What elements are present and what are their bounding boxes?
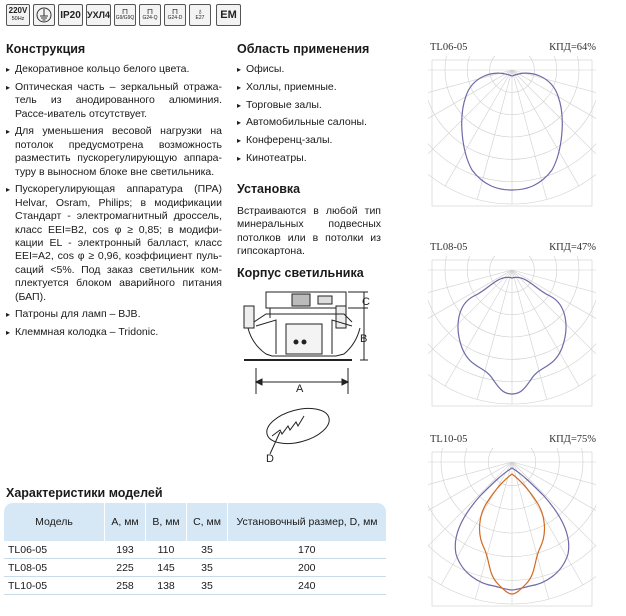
- polar-diagram-tl10: [428, 434, 596, 612]
- polar-grid-spoke: [445, 70, 512, 186]
- polar-diagram-tl08: [428, 242, 596, 410]
- table-row: [4, 541, 386, 559]
- construction-heading: Конструкция: [6, 42, 86, 56]
- polar-efficiency-label: КПД=64%: [549, 42, 596, 53]
- polar-grid-spoke: [512, 462, 583, 585]
- housing-drawing: [236, 284, 386, 464]
- polar-chart: [428, 256, 596, 410]
- table-header-row: [4, 503, 386, 541]
- table-cell: 138: [146, 577, 187, 595]
- table-cell: 258: [105, 577, 146, 595]
- table-row: [4, 559, 386, 577]
- lamp-g24q-icon: [139, 4, 161, 26]
- table-cell: TL10-05: [4, 577, 105, 595]
- lamp-e27-label: E27: [195, 15, 205, 21]
- table-cell: 170: [228, 541, 387, 559]
- column-header: C, мм: [187, 503, 228, 541]
- polar-grid-spoke: [512, 462, 596, 533]
- emergency-badge: [216, 4, 241, 26]
- application-heading: Область применения: [237, 42, 370, 56]
- ip-rating-label: IP20: [60, 9, 81, 21]
- lamp-g9-icon: [114, 4, 136, 26]
- list-item: ▸ Кинотеатры.: [237, 152, 387, 165]
- polar-grid-spoke: [428, 462, 512, 533]
- polar-grid-spoke: [512, 70, 596, 137]
- polar-model-label: TL06-05: [430, 42, 468, 53]
- dimension-c-label: C: [362, 296, 370, 308]
- installation-heading: Установка: [237, 182, 301, 196]
- application-list: [237, 63, 387, 170]
- table-cell: 225: [105, 559, 146, 577]
- list-item: ▸ Офисы.: [237, 63, 387, 76]
- polar-diagram-tl06: [428, 42, 596, 210]
- polar-grid-spoke: [445, 270, 512, 386]
- list-item: ▸ Декоративное кольцо белого цвета.: [6, 63, 222, 76]
- table-cell: 110: [146, 541, 187, 559]
- lamp-g24q-label: G24-Q: [142, 15, 158, 21]
- polar-grid-spoke: [441, 462, 512, 585]
- climate-badge: [86, 4, 111, 26]
- frequency-label: 50Hz: [11, 16, 25, 22]
- list-item: ▸ Конференц-залы.: [237, 134, 387, 147]
- lamp-shape: ⊓: [146, 7, 154, 16]
- dimension-b-label: B: [360, 333, 368, 345]
- polar-grid-spoke: [512, 70, 579, 186]
- column-header: Модель: [4, 503, 105, 541]
- list-item: ▸ Пускорегулирующая аппаратура (ПРА) Helvar, Osram, Philips; в модификации Стандарт - электромагнитный дроссель, класс EEI=B2, cos φ ≥ 0,85; в модифи-кации EL - электронный балласт, класс EEI=A2, cos φ ≥ 0,96, коэффициент пуль-саций <5%. Под заказ светильник ком-плектуется блоком аварийного питания (БАП).: [6, 183, 222, 304]
- list-item: ▸ Для уменьшения весовой нагрузки на потолок предусмотрена возможность разместить пускорегулирующую аппара-туру в выносном блоке вне светильника.: [6, 125, 222, 179]
- table-row: [4, 577, 386, 595]
- list-item: ▸ Клеммная колодка – Tridonic.: [6, 326, 222, 339]
- models-heading: Характеристики моделей: [6, 486, 163, 500]
- list-item: ▸ Торговые залы.: [237, 99, 387, 112]
- table-cell: 35: [187, 541, 228, 559]
- polar-grid-spoke: [512, 270, 596, 337]
- polar-grid-spoke: [428, 462, 512, 499]
- table-cell: 200: [228, 559, 387, 577]
- lamp-e27-icon: [189, 4, 211, 26]
- voltage-label: 220V: [8, 6, 28, 15]
- polar-efficiency-label: КПД=75%: [549, 434, 596, 445]
- polar-grid-spoke: [512, 270, 579, 386]
- lamp-g24d-label: G24-D: [167, 15, 183, 21]
- ip-rating-badge: [58, 4, 83, 26]
- list-item: ▸ Оптическая часть – зеркальный отража-тель из анодированного алюминия. Рассе-иватель отсутствует.: [6, 81, 222, 121]
- lamp-shape: ⊓: [171, 7, 179, 16]
- lamp-shape: ♁: [197, 7, 203, 16]
- polar-grid-spoke: [428, 70, 512, 137]
- table-cell: 240: [228, 577, 387, 595]
- installation-text: Встраиваются в любой тип минеральных подвесных потолков или в потолки из гипсокартона.: [237, 205, 381, 258]
- polar-grid-spoke: [512, 270, 596, 305]
- emergency-label: EM: [220, 9, 237, 21]
- climate-label: УХЛ4: [87, 10, 110, 20]
- class-ii-icon: [33, 4, 55, 26]
- column-header: A, мм: [105, 503, 146, 541]
- table-cell: TL06-05: [4, 541, 105, 559]
- polar-efficiency-label: КПД=47%: [549, 242, 596, 253]
- table-cell: 193: [105, 541, 146, 559]
- polar-model-label: TL10-05: [430, 434, 468, 445]
- dimension-d-label: D: [266, 453, 274, 464]
- polar-grid-spoke: [512, 462, 596, 499]
- housing-heading: Корпус светильника: [237, 266, 364, 280]
- polar-grid-spoke: [428, 270, 512, 305]
- construction-list: [6, 63, 222, 344]
- column-header: B, мм: [146, 503, 187, 541]
- voltage-badge: [6, 4, 30, 26]
- column-header: Установочный размер, D, мм: [228, 503, 387, 541]
- polar-grid-spoke: [428, 270, 512, 337]
- list-item: ▸ Патроны для ламп – BJB.: [6, 308, 222, 321]
- models-table: [4, 503, 386, 595]
- polar-chart: [428, 448, 596, 610]
- table-cell: 35: [187, 559, 228, 577]
- table-cell: 145: [146, 559, 187, 577]
- list-item: ▸ Автомобильные салоны.: [237, 116, 387, 129]
- lamp-g9-label: G9/G9Q: [115, 15, 135, 21]
- polar-model-label: TL08-05: [430, 242, 468, 253]
- lamp-shape: ⊓: [121, 7, 129, 16]
- list-item: ▸ Холлы, приемные.: [237, 81, 387, 94]
- table-cell: TL08-05: [4, 559, 105, 577]
- dimension-a-label: A: [296, 383, 304, 395]
- table-cell: 35: [187, 577, 228, 595]
- polar-chart: [428, 56, 596, 210]
- lamp-g24d-icon: [164, 4, 186, 26]
